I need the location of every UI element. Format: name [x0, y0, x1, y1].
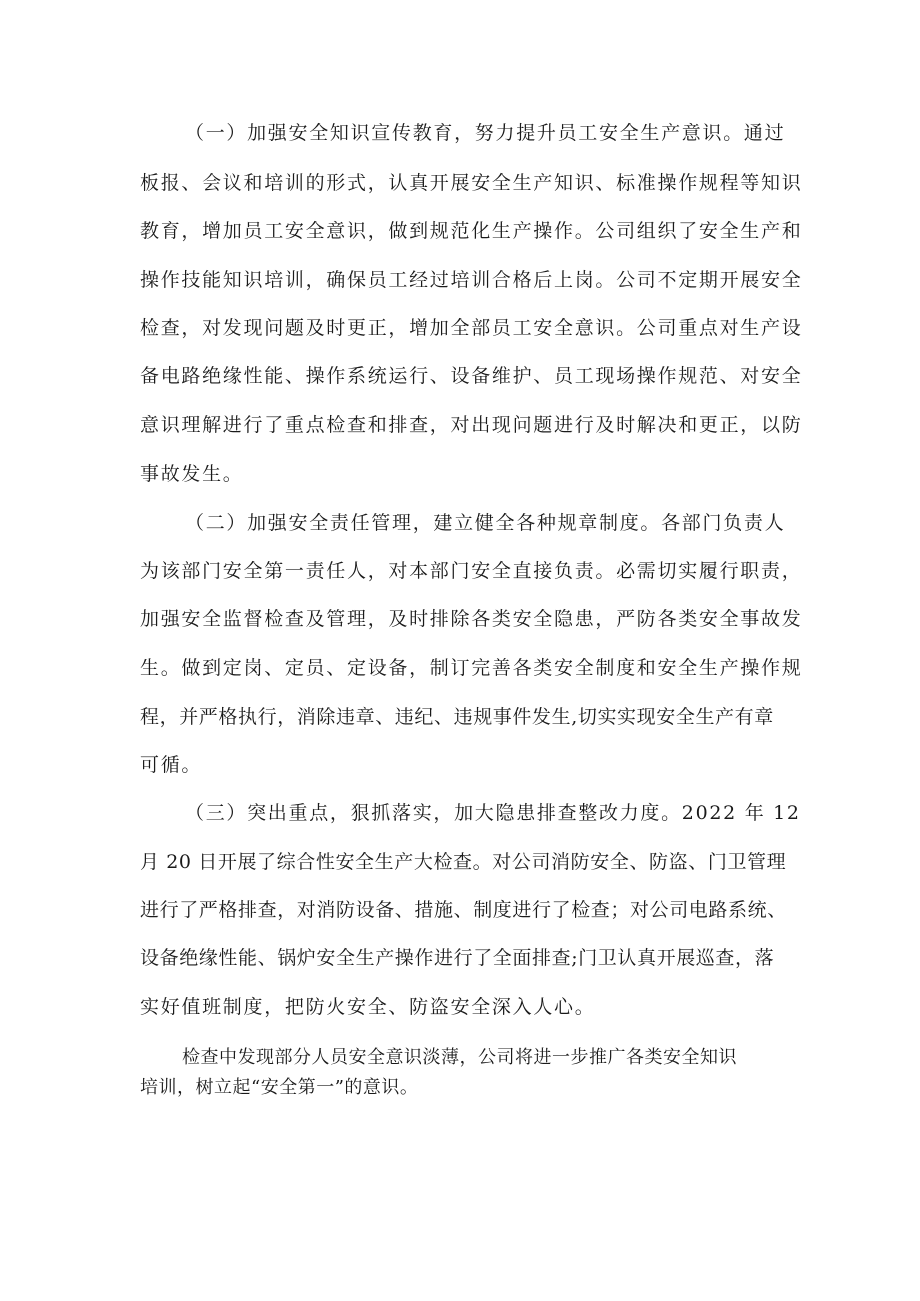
- paragraph-line: 事故发生。: [140, 463, 244, 485]
- paragraph-line: 板报、会议和培训的形式，认真开展安全生产知识、标准操作规程等知识: [140, 172, 803, 194]
- paragraph-line: 培训，树立起“安全第一”的意识。: [140, 1077, 419, 1098]
- paragraph-line: 检查中发现部分人员安全意识淡薄，公司将进一步推广各类安全知识: [182, 1047, 737, 1068]
- paragraph-line: （三）突出重点，狠抓落实，加大隐患排查整改力度。2022 年 12: [185, 802, 801, 824]
- paragraph-line: 教育，增加员工安全意识，做到规范化生产操作。公司组织了安全生产和: [140, 220, 803, 242]
- paragraph-line: 加强安全监督检查及管理，及时排除各类安全隐患，严防各类安全事故发: [140, 608, 803, 630]
- paragraph-line: 进行了严格排查，对消防设备、措施、制度进行了检查；对公司电路系统、: [140, 899, 787, 921]
- paragraph-line: 检查，对发现问题及时更正，增加全部员工安全意识。公司重点对生产设: [140, 317, 803, 339]
- paragraph-line: 生。做到定岗、定员、定设备，制订完善各类安全制度和安全生产操作规: [140, 657, 803, 679]
- paragraph-line: （一）加强安全知识宣传教育，努力提升员工安全生产意识。通过: [185, 122, 786, 144]
- paragraph-line: 操作技能知识培训，确保员工经过培训合格后上岗。公司不定期开展安全: [140, 269, 803, 291]
- paragraph-line: 备电路绝缘性能、操作系统运行、设备维护、员工现场操作规范、对安全: [140, 365, 803, 387]
- paragraph-line: 设备绝缘性能、锅炉安全生产操作进行了全面排查;门卫认真开展巡查，落: [140, 947, 775, 969]
- paragraph-line: 月 20 日开展了综合性安全生产大检查。对公司消防安全、防盗、门卫管理: [140, 851, 787, 873]
- paragraph-line: （二）加强安全责任管理，建立健全各种规章制度。各部门负责人: [185, 512, 786, 534]
- paragraph-line: 可循。: [140, 754, 203, 776]
- paragraph-line: 程，并严格执行，消除违章、违纪、违规事件发生,切实实现安全生产有章: [140, 706, 774, 728]
- paragraph-line: 为该部门安全第一责任人，对本部门安全直接负责。必需切实履行职责，: [140, 560, 803, 582]
- paragraph-line: 实好值班制度，把防火安全、防盗安全深入人心。: [140, 996, 596, 1018]
- paragraph-line: 意识理解进行了重点检查和排查，对出现问题进行及时解决和更正，以防: [140, 414, 803, 436]
